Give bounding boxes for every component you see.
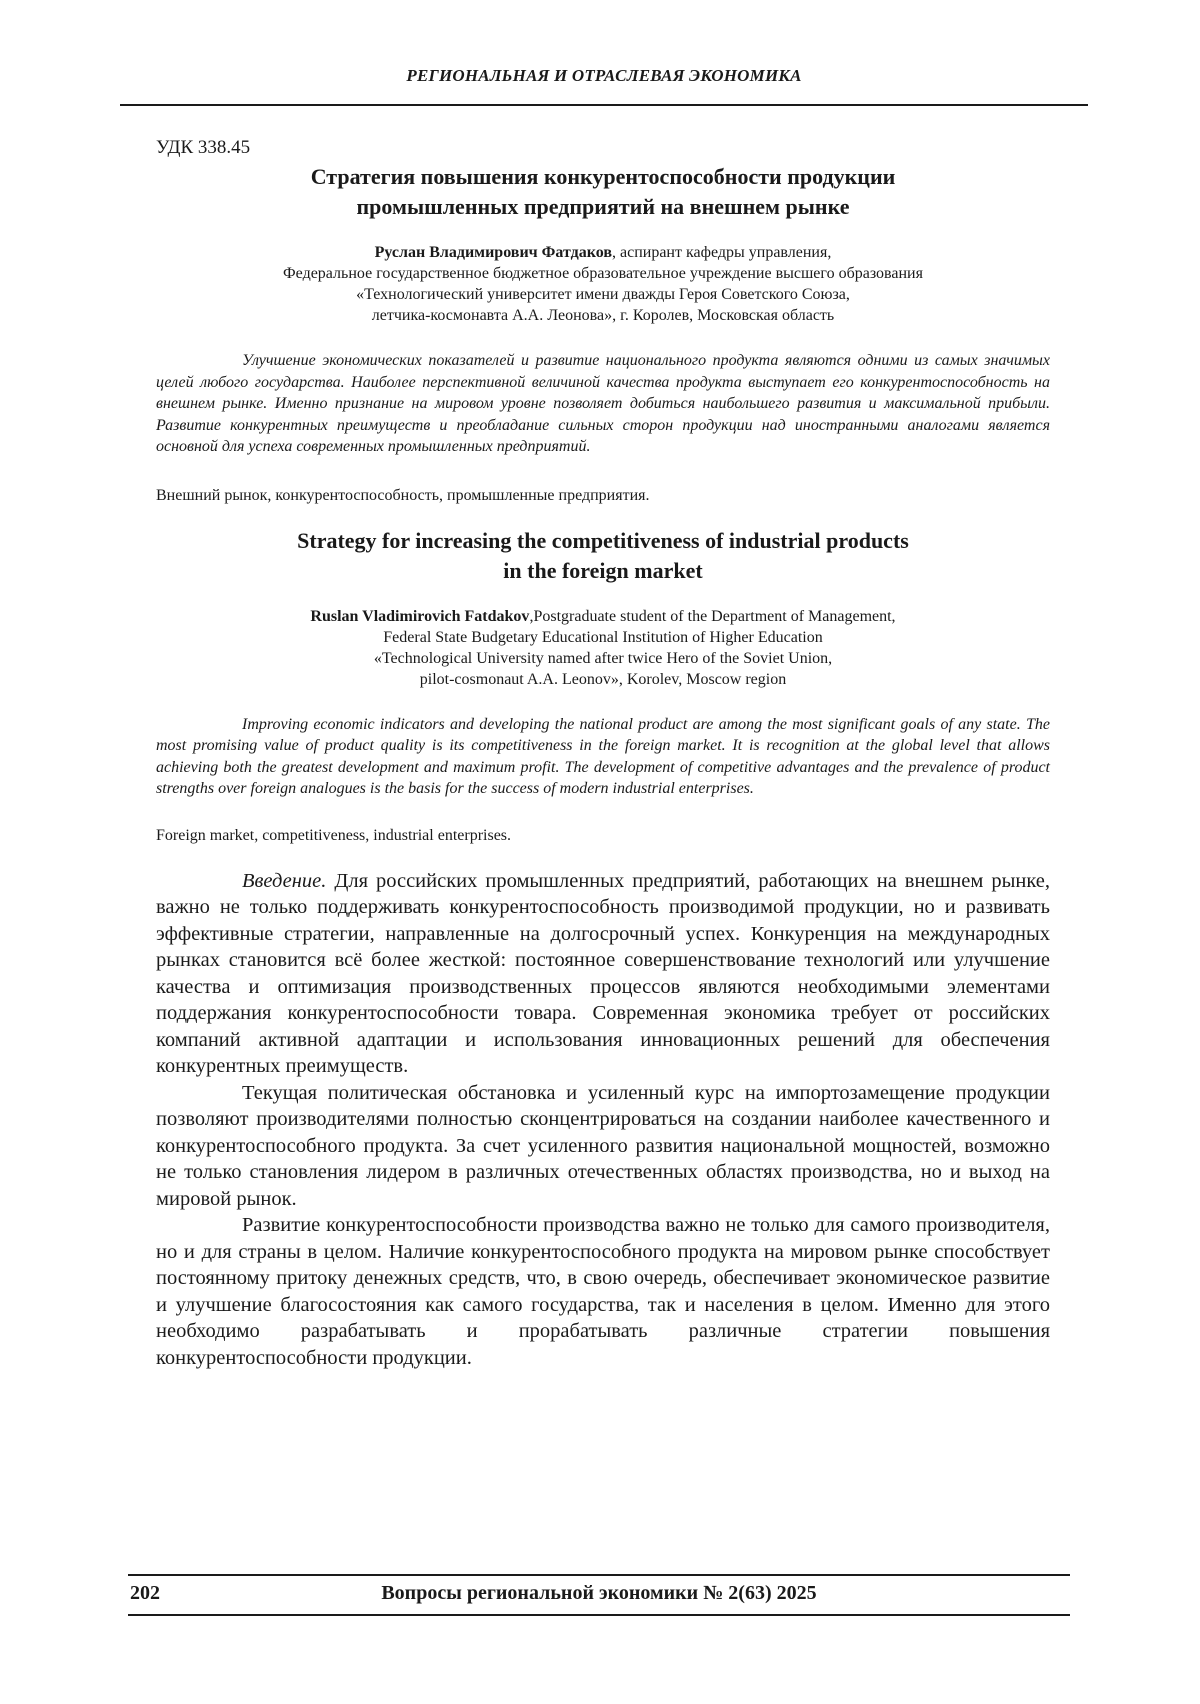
- affiliation-en-line2: «Technological University named after twice Hero of the Soviet Union,: [373, 649, 833, 667]
- journal-name: Вопросы региональной экономики № 2(63) 2025: [381, 1582, 817, 1604]
- author-block-en: [156, 606, 1050, 690]
- header-rule: [120, 104, 1088, 106]
- article-title-en: [156, 526, 1050, 586]
- author-position-en: ,Postgraduate student of the Department of Management,: [529, 607, 896, 625]
- affiliation-ru-line1: Федеральное государственное бюджетное образовательное учреждение высшего образования: [283, 265, 923, 282]
- author-name-en: Ruslan Vladimirovich Fatdakov: [310, 607, 530, 625]
- body-paragraph-1-text: Для российских промышленных предприятий, работающих на внешнем рынке, важно не только поддерживать конкурентоспособность производимой продукции, но и развивать эффективные стратегии, направленные на долгосрочный успех. Конкуренция на международных рынках становится всё более жесткой: постоянное совершенствование технологий или улучшение качества и оптимизация производственных процессов являются необходимыми элементами поддержания конкурентоспособности товара. Современная экономика требует от российских компаний активной адаптации и использования инновационных решений для обеспечения конкурентных преимуществ.: [156, 869, 1050, 1077]
- affiliation-en-line3: pilot-cosmonaut A.A. Leonov», Korolev, Moscow region: [419, 670, 787, 688]
- author-line-en: [156, 606, 1050, 627]
- footer-rule-top: [128, 1574, 1070, 1576]
- running-header: РЕГИОНАЛЬНАЯ И ОТРАСЛЕВАЯ ЭКОНОМИКА: [406, 66, 802, 85]
- abstract-ru: Улучшение экономических показателей и развитие национального продукта являются одними из самых значимых целей любого государства. Наиболее перспективной величиной качества продукта выступает его конкурентоспособность на внешнем рынке. Именно признание на мировом уровне позволяет добиться наибольшего развития и максимальной прибыли. Развитие конкурентных преимуществ и преобладание сильных сторон продукции над иностранными аналогами является основной для успеха современных промышленных предприятий.: [156, 352, 1050, 455]
- keywords-en: Foreign market, competitiveness, industrial enterprises.: [156, 826, 512, 844]
- title-ru-line1: Стратегия повышения конкурентоспособности продукции: [310, 164, 896, 189]
- author-line-ru: [156, 242, 1050, 263]
- title-en-line1: Strategy for increasing the competitiveness of industrial products: [297, 527, 909, 553]
- author-block-ru: [156, 242, 1050, 326]
- title-en-line2: in the foreign market: [503, 557, 703, 583]
- author-name-ru: Руслан Владимирович Фатдаков: [374, 244, 612, 261]
- affiliation-en-line1: Federal State Budgetary Educational Institution of Higher Education: [383, 628, 823, 646]
- abstract-en: Improving economic indicators and developing the national product are among the most significant goals of any state. The most promising value of product quality is its competitiveness in the foreign market. It is recognition at the global level that allows achieving both the greatest development and maximum profit. The development of competitive advantages and the prevalence of product strengths over foreign analogues is the basis for the success of modern industrial enterprises.: [156, 715, 1050, 797]
- body-paragraph-3: Развитие конкурентоспособности производства важно не только для самого производителя, но и для страны в целом. Наличие конкурентоспособного продукта на мировом рынке способствует постоянному притоку денежных средств, что, в свою очередь, обеспечивает экономическое развитие и улучшение благосостояния как самого государства, так и населения в целом. Именно для этого необходимо разрабатывать и прорабатывать различные стратегии повышения конкурентоспособности продукции.: [156, 1214, 1050, 1369]
- body-paragraph-1: [156, 868, 1050, 1080]
- page-footer: [128, 1580, 1070, 1610]
- affiliation-ru-line2: «Технологический университет имени дважды Героя Советского Союза,: [356, 286, 850, 303]
- body-paragraph-2: Текущая политическая обстановка и усиленный курс на импортозамещение продукции позволяют производителями полностью сконцентрироваться на создании наиболее качественного и конкурентоспособного продукта. За счет усиленного развития национальной мощностей, возможно не только становления лидером в различных отечественных областях производства, но и выход на мировой рынок.: [156, 1081, 1050, 1210]
- author-position-ru: , аспирант кафедры управления,: [612, 244, 832, 261]
- intro-label: Введение.: [242, 869, 327, 892]
- article-title-ru: [156, 162, 1050, 222]
- page-number: 202: [130, 1582, 160, 1604]
- udk-code: УДК 338.45: [156, 137, 251, 158]
- affiliation-ru-line3: летчика-космонавта А.А. Леонова», г. Королев, Московская область: [371, 307, 835, 324]
- title-ru-line2: промышленных предприятий на внешнем рынке: [356, 194, 850, 219]
- footer-rule-bottom: [128, 1614, 1070, 1616]
- keywords-ru: Внешний рынок, конкурентоспособность, промышленные предприятия.: [156, 486, 650, 504]
- article-content: [156, 136, 1050, 1371]
